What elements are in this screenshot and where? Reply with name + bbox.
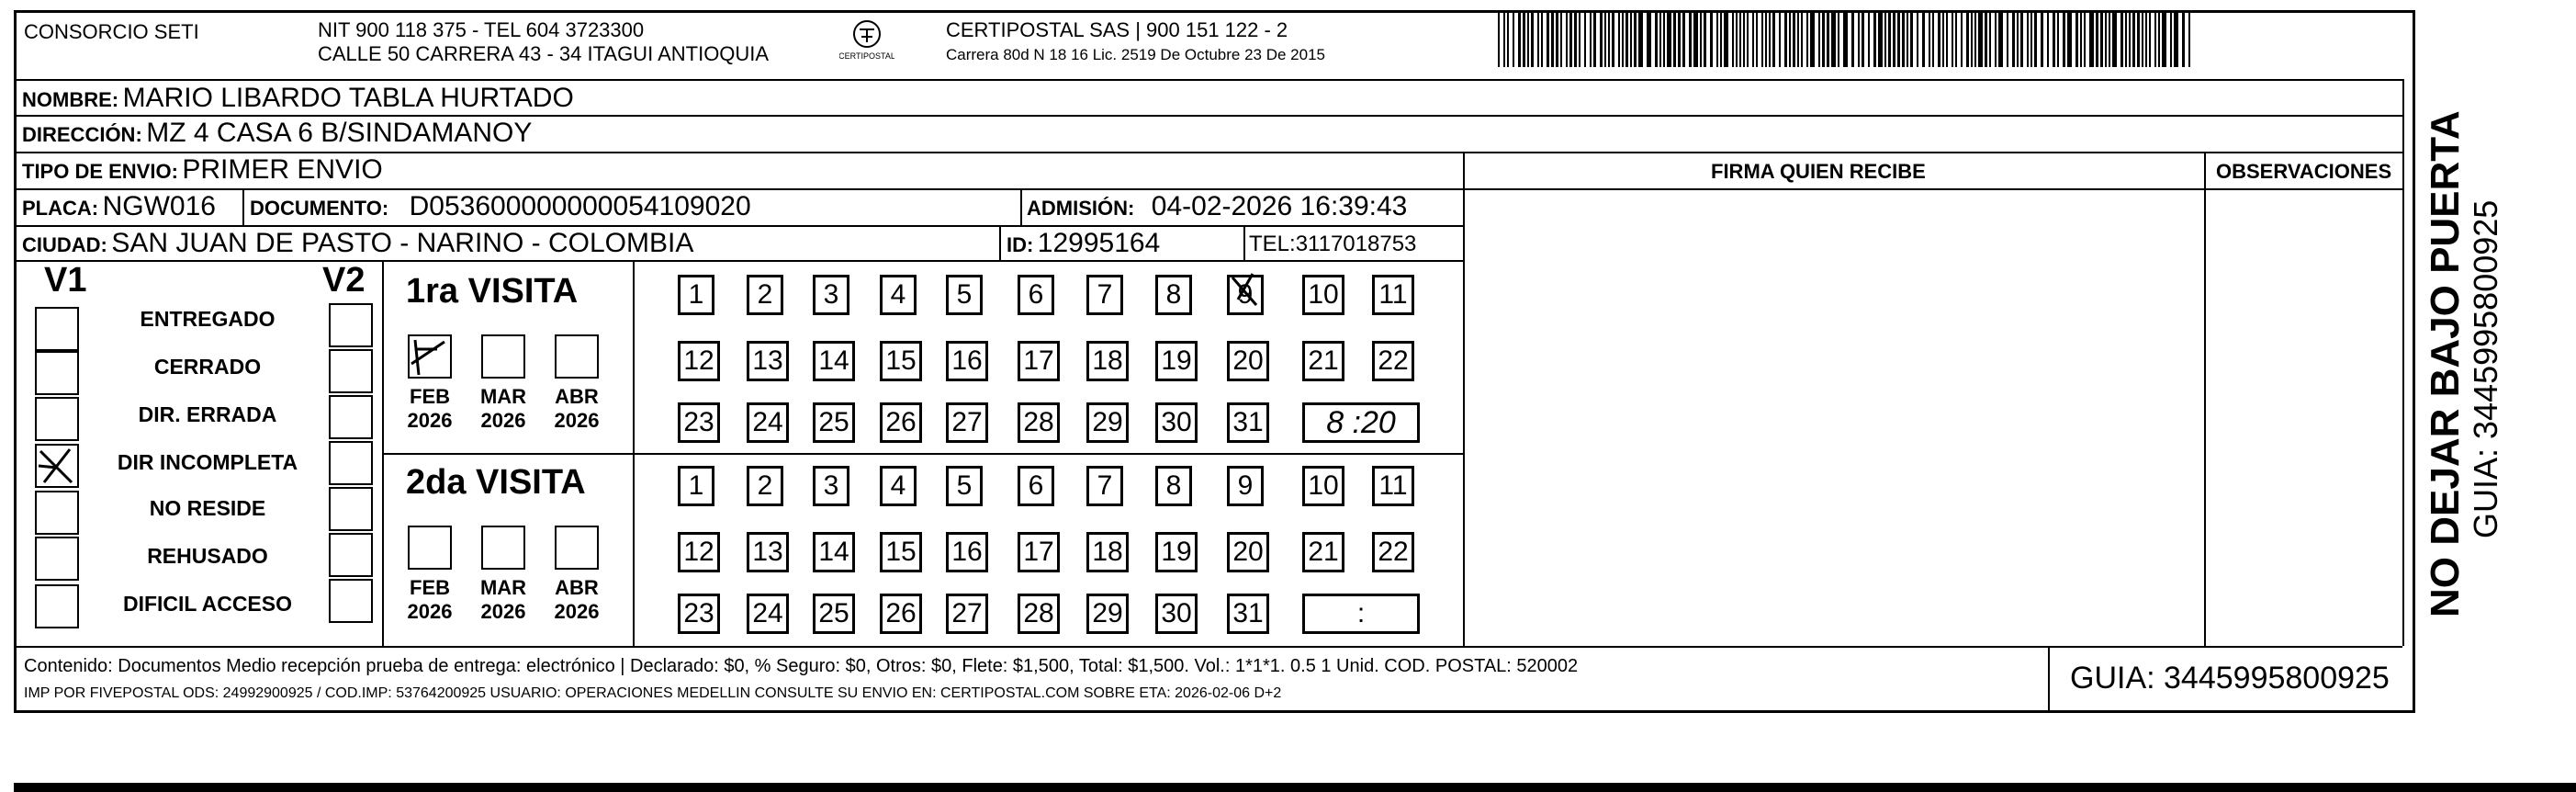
bottom-bar [14,783,2576,792]
tel-value: 3117018753 [1295,232,1417,256]
divider [17,115,2402,117]
nombre-row [22,83,574,114]
divider [1463,152,1465,646]
month-name: ABR [555,385,599,408]
v2-checkbox[interactable] [329,579,373,623]
month-label [400,576,459,624]
day-box-8[interactable]: 8 [1155,466,1192,506]
placa-value: NGW016 [102,191,216,221]
divider [999,225,1001,260]
v1-checkbox[interactable] [35,537,79,581]
day-box-7[interactable]: 7 [1086,466,1123,506]
day-box-27[interactable]: 27 [946,402,988,443]
certipostal-info: CERTIPOSTAL SAS | 900 151 122 - 2 [946,18,1288,41]
day-box-9[interactable]: 9 [1227,275,1264,315]
month-label [400,385,459,433]
divider [382,453,1463,455]
day-box-18[interactable]: 18 [1086,341,1129,381]
month-checkbox-feb[interactable] [408,526,452,570]
month-year: 2026 [407,600,453,623]
month-checkbox-mar[interactable] [481,526,525,570]
v1-checkbox[interactable] [35,491,79,535]
day-box-1[interactable]: 1 [678,275,714,315]
month-checkbox-abr[interactable] [555,334,599,379]
svg-text:CERTIPOSTAL: CERTIPOSTAL [839,51,894,61]
check-mark-icon [410,336,450,377]
day-box-27[interactable]: 27 [946,594,988,634]
firma-label: FIRMA QUIEN RECIBE [1711,160,1926,183]
v1-checkbox[interactable] [35,584,79,628]
day-box-2[interactable]: 2 [747,275,783,315]
divider [17,152,2402,153]
certipostal-logo [839,18,894,64]
documento-label: DOCUMENTO: [250,197,389,220]
divider [2048,646,2050,713]
nombre-label: NOMBRE: [22,88,119,111]
day-box-25[interactable]: 25 [813,402,855,443]
day-box-28[interactable]: 28 [1018,402,1060,443]
reason-label: DIR. ERRADA [138,402,277,426]
day-box-31[interactable]: 31 [1227,594,1269,634]
admision-value: 04-02-2026 16:39:43 [1151,191,1408,221]
direccion-label: DIRECCIÓN: [22,123,142,146]
month-label [547,576,606,624]
footer-contenido: Contenido: Documentos Medio recepción prueba de entrega: electrónico | Declarado: $0, % Seguro: $0, Otros: $0, Flete: $1,500, Total: $1,500. Vol.: 1*1*1. 0.5 1 Unid. COD. POSTAL: 520002 [24,656,1579,676]
documento-row [250,191,751,222]
month-year: 2026 [554,409,600,432]
divider [17,79,2402,81]
month-label [547,385,606,433]
day-box-22[interactable]: 22 [1372,532,1414,572]
day-box-3[interactable]: 3 [813,275,849,315]
day-box-4[interactable]: 4 [880,275,917,315]
month-year: 2026 [480,600,526,623]
admision-label: ADMISIÓN: [1027,197,1135,220]
day-box-29[interactable]: 29 [1086,594,1129,634]
day-box-29[interactable]: 29 [1086,402,1129,443]
license-info: Carrera 80d N 18 16 Lic. 2519 De Octubre 23 De 2015 [946,46,1325,63]
day-box-6[interactable]: 6 [1018,275,1054,315]
tipo-row [22,154,383,186]
month-year: 2026 [554,600,600,623]
ciudad-value: SAN JUAN DE PASTO - NARINO - COLOMBIA [111,228,694,258]
day-box-3[interactable]: 3 [813,466,849,506]
divider [1020,188,1022,225]
day-box-24[interactable]: 24 [747,402,789,443]
month-year: 2026 [480,409,526,432]
v1-checkbox[interactable] [35,444,79,488]
company-name: CONSORCIO SETI [24,20,199,43]
observaciones-label: OBSERVACIONES [2216,160,2392,183]
month-checkbox-feb[interactable] [408,334,452,379]
month-name: MAR [479,385,527,408]
day-box-17[interactable]: 17 [1018,532,1060,572]
day-box-10[interactable]: 10 [1302,275,1344,315]
day-box-15[interactable]: 15 [880,532,922,572]
divider [2204,152,2206,646]
divider [17,225,1463,227]
v2-checkbox[interactable] [329,487,373,531]
month-label [474,576,533,624]
company-address: CALLE 50 CARRERA 43 - 34 ITAGUI ANTIOQUIA [318,42,770,65]
day-box-16[interactable]: 16 [946,341,988,381]
v1-label: V1 [44,261,87,300]
tipo-value: PRIMER ENVIO [182,154,383,185]
tipo-label: TIPO DE ENVIO: [22,160,178,183]
first-visit-time-box[interactable]: 8 :20 [1302,402,1420,443]
day-box-11[interactable]: 11 [1372,466,1414,506]
day-box-7[interactable]: 7 [1086,275,1123,315]
day-box-13[interactable]: 13 [747,341,789,381]
month-checkbox-abr[interactable] [555,526,599,570]
day-box-10[interactable]: 10 [1302,466,1344,506]
day-box-6[interactable]: 6 [1018,466,1054,506]
day-box-11[interactable]: 11 [1372,275,1414,315]
v2-checkbox[interactable] [329,303,373,347]
day-box-2[interactable]: 2 [747,466,783,506]
day-box-20[interactable]: 20 [1227,532,1269,572]
direccion-value: MZ 4 CASA 6 B/SINDAMANOY [146,118,533,148]
v2-checkbox[interactable] [329,533,373,577]
day-box-17[interactable]: 17 [1018,341,1060,381]
day-box-26[interactable]: 26 [880,402,922,443]
divider [17,646,2402,648]
ciudad-label: CIUDAD: [22,233,107,256]
tel-row [1249,232,1416,257]
month-year: 2026 [407,409,453,432]
first-visit-title: 1ra VISITA [406,272,579,311]
month-name: FEB [410,385,450,408]
day-box-20[interactable]: 20 [1227,341,1269,381]
day-box-28[interactable]: 28 [1018,594,1060,634]
day-box-30[interactable]: 30 [1155,594,1198,634]
second-visit-time-box[interactable]: : [1302,594,1420,634]
day-box-16[interactable]: 16 [946,532,988,572]
day-box-30[interactable]: 30 [1155,402,1198,443]
barcode [1498,10,2196,70]
divider [242,188,244,225]
month-label [474,385,533,433]
reason-label: CERRADO [153,355,262,379]
day-box-14[interactable]: 14 [813,341,855,381]
reason-label: ENTREGADO [140,307,276,331]
nombre-value: MARIO LIBARDO TABLA HURTADO [122,83,574,113]
direccion-row [22,118,532,149]
month-name: FEB [410,576,450,599]
ciudad-row [22,228,693,259]
day-box-4[interactable]: 4 [880,466,917,506]
day-box-5[interactable]: 5 [946,466,983,506]
day-box-23[interactable]: 23 [678,594,720,634]
divider [17,260,1463,262]
v2-label: V2 [322,261,366,300]
v1-checkbox[interactable] [35,351,79,395]
month-name: MAR [479,576,527,599]
day-box-18[interactable]: 18 [1086,532,1129,572]
reason-label: DIR INCOMPLETA [117,450,298,474]
divider [1243,225,1245,260]
check-mark-icon [1229,272,1266,312]
day-box-22[interactable]: 22 [1372,341,1414,381]
id-row [1007,228,1160,259]
day-box-12[interactable]: 12 [678,341,720,381]
day-box-1[interactable]: 1 [678,466,714,506]
placa-label: PLACA: [22,197,99,220]
check-mark-icon [37,446,77,486]
month-checkbox-mar[interactable] [481,334,525,379]
tel-label: TEL: [1249,232,1296,256]
side-warning: NO DEJAR BAJO PUERTA [2423,110,2468,617]
day-box-26[interactable]: 26 [880,594,922,634]
id-label: ID: [1007,233,1034,256]
footer-guia: GUIA: 3445995800925 [2070,661,2390,696]
month-name: ABR [555,576,599,599]
day-box-25[interactable]: 25 [813,594,855,634]
v2-checkbox[interactable] [329,395,373,439]
placa-row [22,191,216,222]
day-box-5[interactable]: 5 [946,275,983,315]
day-box-8[interactable]: 8 [1155,275,1192,315]
v2-checkbox[interactable] [329,349,373,393]
v1-checkbox[interactable] [35,307,79,351]
day-box-12[interactable]: 12 [678,532,720,572]
day-box-31[interactable]: 31 [1227,402,1269,443]
divider [2402,79,2404,646]
reason-label: DIFICIL ACCESO [122,592,292,616]
reason-label: NO RESIDE [149,496,266,520]
second-visit-title: 2da VISITA [406,463,586,502]
day-box-21[interactable]: 21 [1302,532,1344,572]
admision-row [1027,191,1407,222]
day-box-13[interactable]: 13 [747,532,789,572]
footer-imp: IMP POR FIVEPOSTAL ODS: 24992900925 / COD.IMP: 53764200925 USUARIO: OPERACIONES MEDELLIN CONSULTE SU ENVIO EN: CERTIPOSTAL.COM SOBRE ETA: 2026-02-06 D+2 [24,685,1282,701]
delivery-form [14,10,2415,713]
day-box-9[interactable]: 9 [1227,466,1264,506]
day-box-14[interactable]: 14 [813,532,855,572]
day-box-24[interactable]: 24 [747,594,789,634]
side-guia: GUIA: 3445995800925 [2467,199,2504,538]
reason-label: REHUSADO [147,544,268,568]
id-value: 12995164 [1037,228,1161,258]
v2-checkbox[interactable] [329,441,373,485]
company-nit: NIT 900 118 375 - TEL 604 3723300 [318,18,645,41]
documento-value: D053600000000054109020 [409,191,751,221]
divider [17,188,2402,190]
day-box-19[interactable]: 19 [1155,532,1198,572]
v1-checkbox[interactable] [35,397,79,441]
day-box-19[interactable]: 19 [1155,341,1198,381]
day-box-23[interactable]: 23 [678,402,720,443]
day-box-21[interactable]: 21 [1302,341,1344,381]
day-box-15[interactable]: 15 [880,341,922,381]
